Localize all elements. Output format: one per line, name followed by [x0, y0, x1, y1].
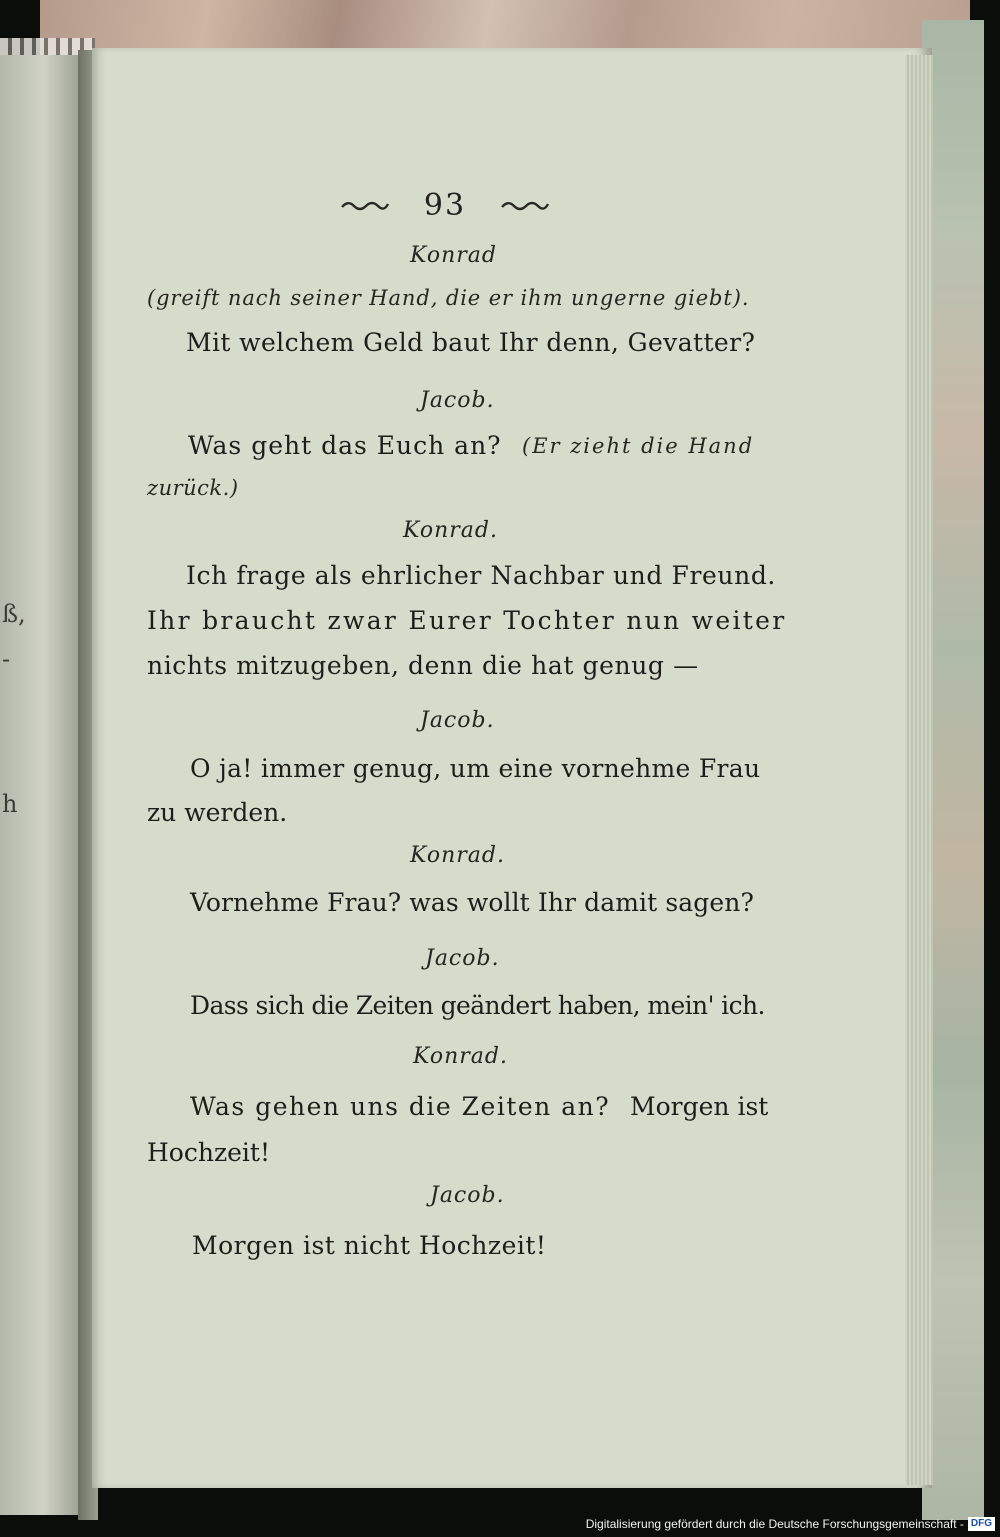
speaker-name: Konrad.: [410, 843, 505, 868]
text-line: Was geht das Euch an?: [188, 431, 502, 460]
text-line: Ihr braucht zwar Eurer Tochter nun weiter: [147, 606, 787, 635]
stage-direction: zurück.): [147, 476, 239, 500]
text-line: Vornehme Frau? was wollt Ihr damit sagen?: [190, 888, 754, 917]
speaker-name: Jacob.: [425, 946, 500, 971]
text-line: Morgen ist nicht Hochzeit!: [192, 1231, 547, 1260]
ornament-right-icon: [500, 197, 550, 213]
text-line: Dass sich die Zeiten geändert haben, mein' ich.: [190, 991, 765, 1020]
speaker-name: Konrad.: [413, 1044, 508, 1069]
page-number: 93: [423, 187, 467, 223]
speaker-name: Konrad.: [403, 518, 498, 543]
text-line: Morgen ist: [630, 1092, 769, 1121]
credit-text: Digitalisierung gefördert durch die Deutsche Forschungsgemeinschaft -: [585, 1517, 964, 1531]
text-line: Ich frage als ehrlicher Nachbar und Freund.: [186, 561, 776, 590]
text-line: O ja! immer genug, um eine vornehme Frau: [190, 754, 761, 783]
speaker-name: Jacob.: [430, 1183, 505, 1208]
left-page-fragment: h: [2, 790, 18, 818]
ornament-left-icon: [340, 197, 390, 213]
page-header: [340, 180, 550, 230]
text-line: zu werden.: [147, 798, 288, 827]
speaker-name: Jacob.: [420, 708, 495, 733]
stage-direction: (Er zieht die Hand: [522, 434, 755, 458]
speaker-name: Jacob.: [420, 388, 495, 413]
text-line: Hochzeit!: [147, 1138, 271, 1167]
left-page-fragment: ß,: [2, 600, 26, 628]
stage-direction: (greift nach seiner Hand, die er ihm ungerne giebt).: [147, 286, 750, 310]
text-line: Mit welchem Geld baut Ihr denn, Gevatter?: [186, 328, 756, 357]
left-page-fragment: -: [2, 645, 11, 673]
text-line: Was gehen uns die Zeiten an?: [190, 1092, 611, 1121]
left-page: [0, 55, 80, 1515]
page-edges: [905, 55, 933, 1485]
dfg-logo: DFG: [968, 1517, 995, 1531]
digitization-credit: [586, 1517, 995, 1531]
text-line: nichts mitzugeben, denn die hat genug —: [147, 651, 699, 680]
speaker-name: Konrad: [410, 243, 497, 268]
